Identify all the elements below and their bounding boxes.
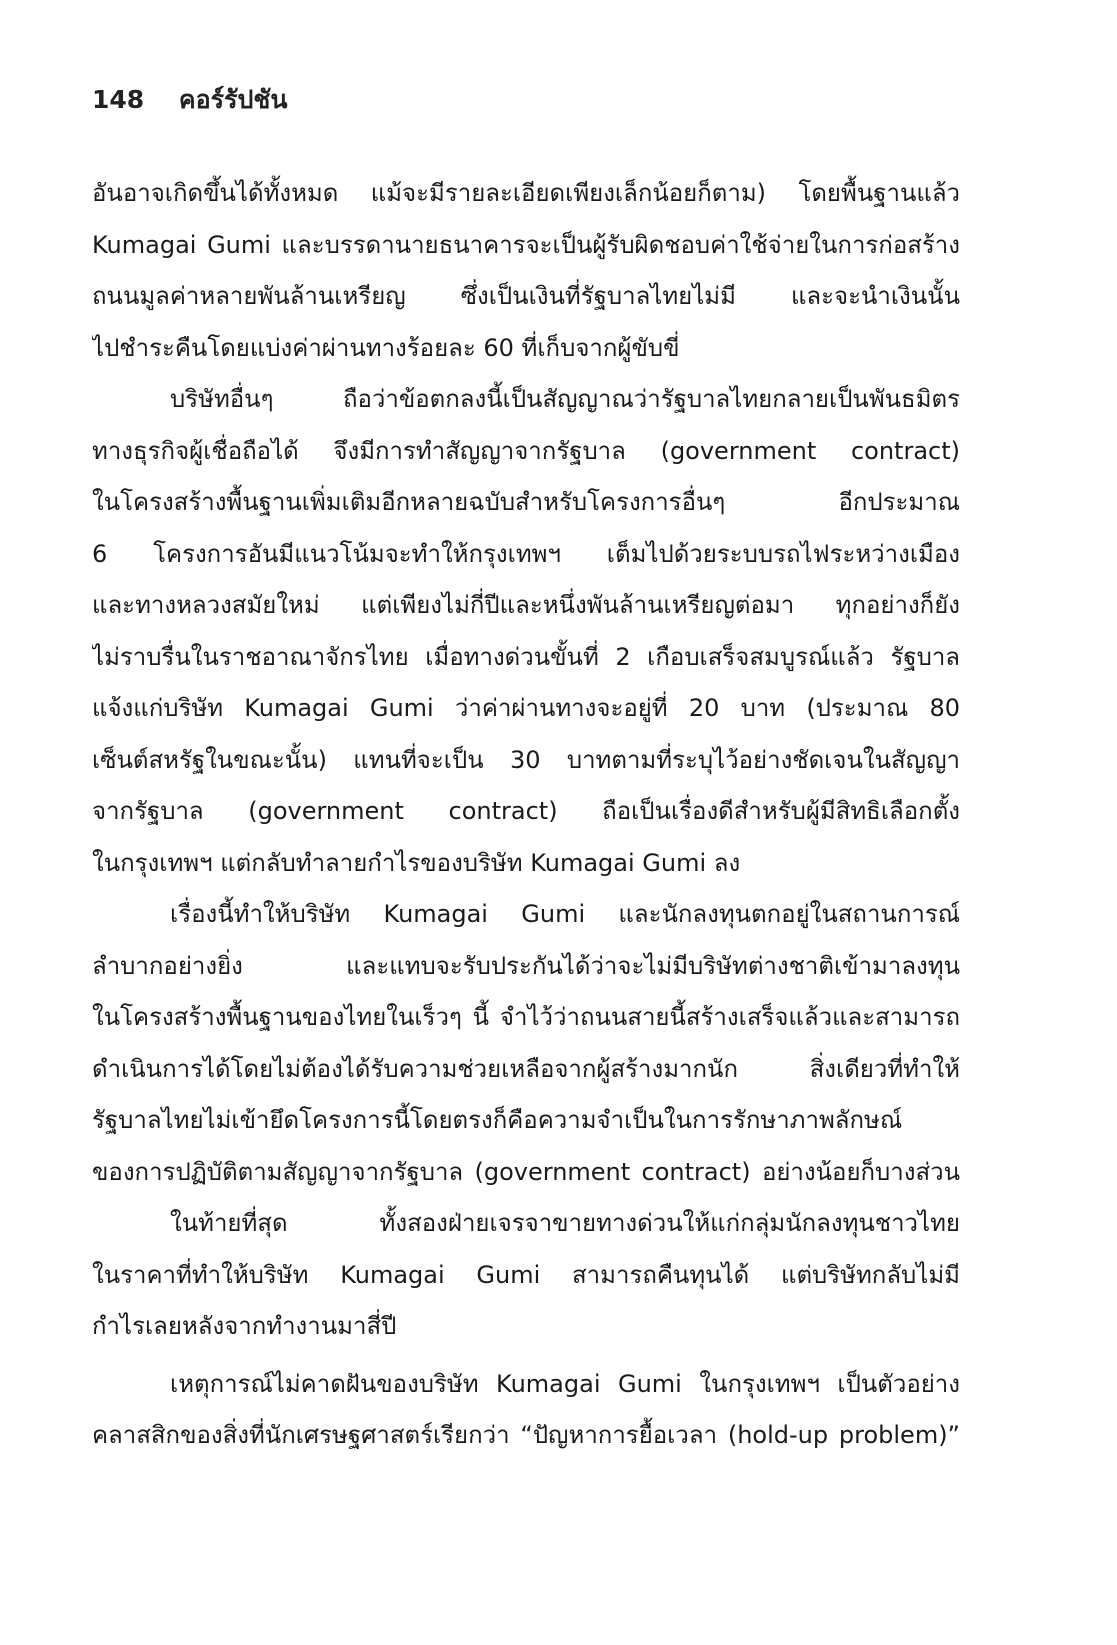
text-line: ดำเนินการได้โดยไม่ต้องได้รับความช่วยเหลือจากผู้สร้างมากนัก สิ่งเดียวที่ทำให้ — [92, 1054, 960, 1083]
text-line: ของการปฏิบัติตามสัญญาจากรัฐบาล (government contract) อย่างน้อยก็บางส่วน — [92, 1157, 960, 1186]
text-line: กำไรเลยหลังจากทำงานมาสี่ปี — [92, 1312, 397, 1340]
text-line: เหตุการณ์ไม่คาดฝันของบริษัท Kumagai Gumi ในกรุงเทพฯ เป็นตัวอย่าง — [170, 1369, 960, 1398]
text-line: ถนนมูลค่าหลายพันล้านเหรียญ ซึ่งเป็นเงินที่รัฐบาลไทยไม่มี และจะนำเงินนั้น — [92, 282, 960, 310]
text-line: บริษัทอื่นๆ ถือว่าข้อตกลงนี้เป็นสัญญาณว่ารัฐบาลไทยกลายเป็นพันธมิตร — [170, 385, 960, 413]
text-line: ในราคาที่ทำให้บริษัท Kumagai Gumi สามารถคืนทุนได้ แต่บริษัทกลับไม่มี — [92, 1260, 960, 1289]
paragraph-2 — [92, 374, 960, 889]
running-header — [92, 80, 287, 120]
text-line: เรื่องนี้ทำให้บริษัท Kumagai Gumi และนักลงทุนตกอยู่ในสถานการณ์ — [170, 900, 960, 928]
text-line: ทางธุรกิจผู้เชื่อถือได้ จึงมีการทำสัญญาจากรัฐบาล (government contract) — [92, 436, 960, 465]
text-line: ไปชำระคืนโดยแบ่งค่าผ่านทางร้อยละ 60 ที่เก็บจากผู้ขับขี่ — [92, 333, 680, 362]
paragraph-1 — [92, 168, 960, 374]
text-line: รัฐบาลไทยไม่เข้ายึดโครงการนี้โดยตรงก็คือความจำเป็นในการรักษาภาพลักษณ์ — [92, 1106, 903, 1134]
page-number: 148 — [92, 85, 145, 114]
text-line: แจ้งแก่บริษัท Kumagai Gumi ว่าค่าผ่านทางจะอยู่ที่ 20 บาท (ประมาณ 80 — [92, 694, 960, 722]
text-line: ในกรุงเทพฯ แต่กลับทำลายกำไรของบริษัท Kumagai Gumi ลง — [92, 848, 741, 877]
text-line: จากรัฐบาล (government contract) ถือเป็นเรื่องดีสำหรับผู้มีสิทธิเลือกตั้ง — [92, 797, 960, 825]
body-text — [92, 168, 960, 1462]
text-line: Kumagai Gumi และบรรดานายธนาคารจะเป็นผู้รับผิดชอบค่าใช้จ่ายในการก่อสร้าง — [92, 230, 960, 259]
paragraph-5 — [92, 1359, 960, 1462]
text-line: ในโครงสร้างพื้นฐานของไทยในเร็วๆ นี้ จำไว้ว่าถนนสายนี้สร้างเสร็จแล้วและสามารถ — [92, 1003, 960, 1031]
text-line: ไม่ราบรื่นในราชอาณาจักรไทย เมื่อทางด่วนขั้นที่ 2 เกือบเสร็จสมบูรณ์แล้ว รัฐบาล — [92, 642, 960, 671]
running-title: คอร์รัปชัน — [178, 85, 288, 114]
text-line: อันอาจเกิดขึ้นได้ทั้งหมด แม้จะมีรายละเอียดเพียงเล็กน้อยก็ตาม) โดยพื้นฐานแล้ว — [92, 179, 960, 207]
paragraph-3 — [92, 889, 960, 1198]
text-line: 6 โครงการอันมีแนวโน้มจะทำให้กรุงเทพฯ เต็มไปด้วยระบบรถไฟระหว่างเมือง — [92, 539, 960, 568]
text-line: และทางหลวงสมัยใหม่ แต่เพียงไม่กี่ปีและหนึ่งพันล้านเหรียญต่อมา ทุกอย่างก็ยัง — [92, 591, 960, 619]
paragraph-4 — [92, 1198, 960, 1353]
text-line: เซ็นต์สหรัฐในขณะนั้น) แทนที่จะเป็น 30 บาทตามที่ระบุไว้อย่างชัดเจนในสัญญา — [92, 745, 960, 774]
text-line: คลาสสิกของสิ่งที่นักเศรษฐศาสตร์เรียกว่า “ปัญหาการยื้อเวลา (hold-up problem)” — [92, 1421, 960, 1449]
text-line: ในท้ายที่สุด ทั้งสองฝ่ายเจรจาขายทางด่วนให้แก่กลุ่มนักลงทุนชาวไทย — [170, 1209, 960, 1237]
text-line: ลำบากอย่างยิ่ง และแทบจะรับประกันได้ว่าจะไม่มีบริษัทต่างชาติเข้ามาลงทุน — [92, 951, 960, 980]
text-line: ในโครงสร้างพื้นฐานเพิ่มเติมอีกหลายฉบับสำหรับโครงการอื่นๆ อีกประมาณ — [92, 488, 960, 516]
